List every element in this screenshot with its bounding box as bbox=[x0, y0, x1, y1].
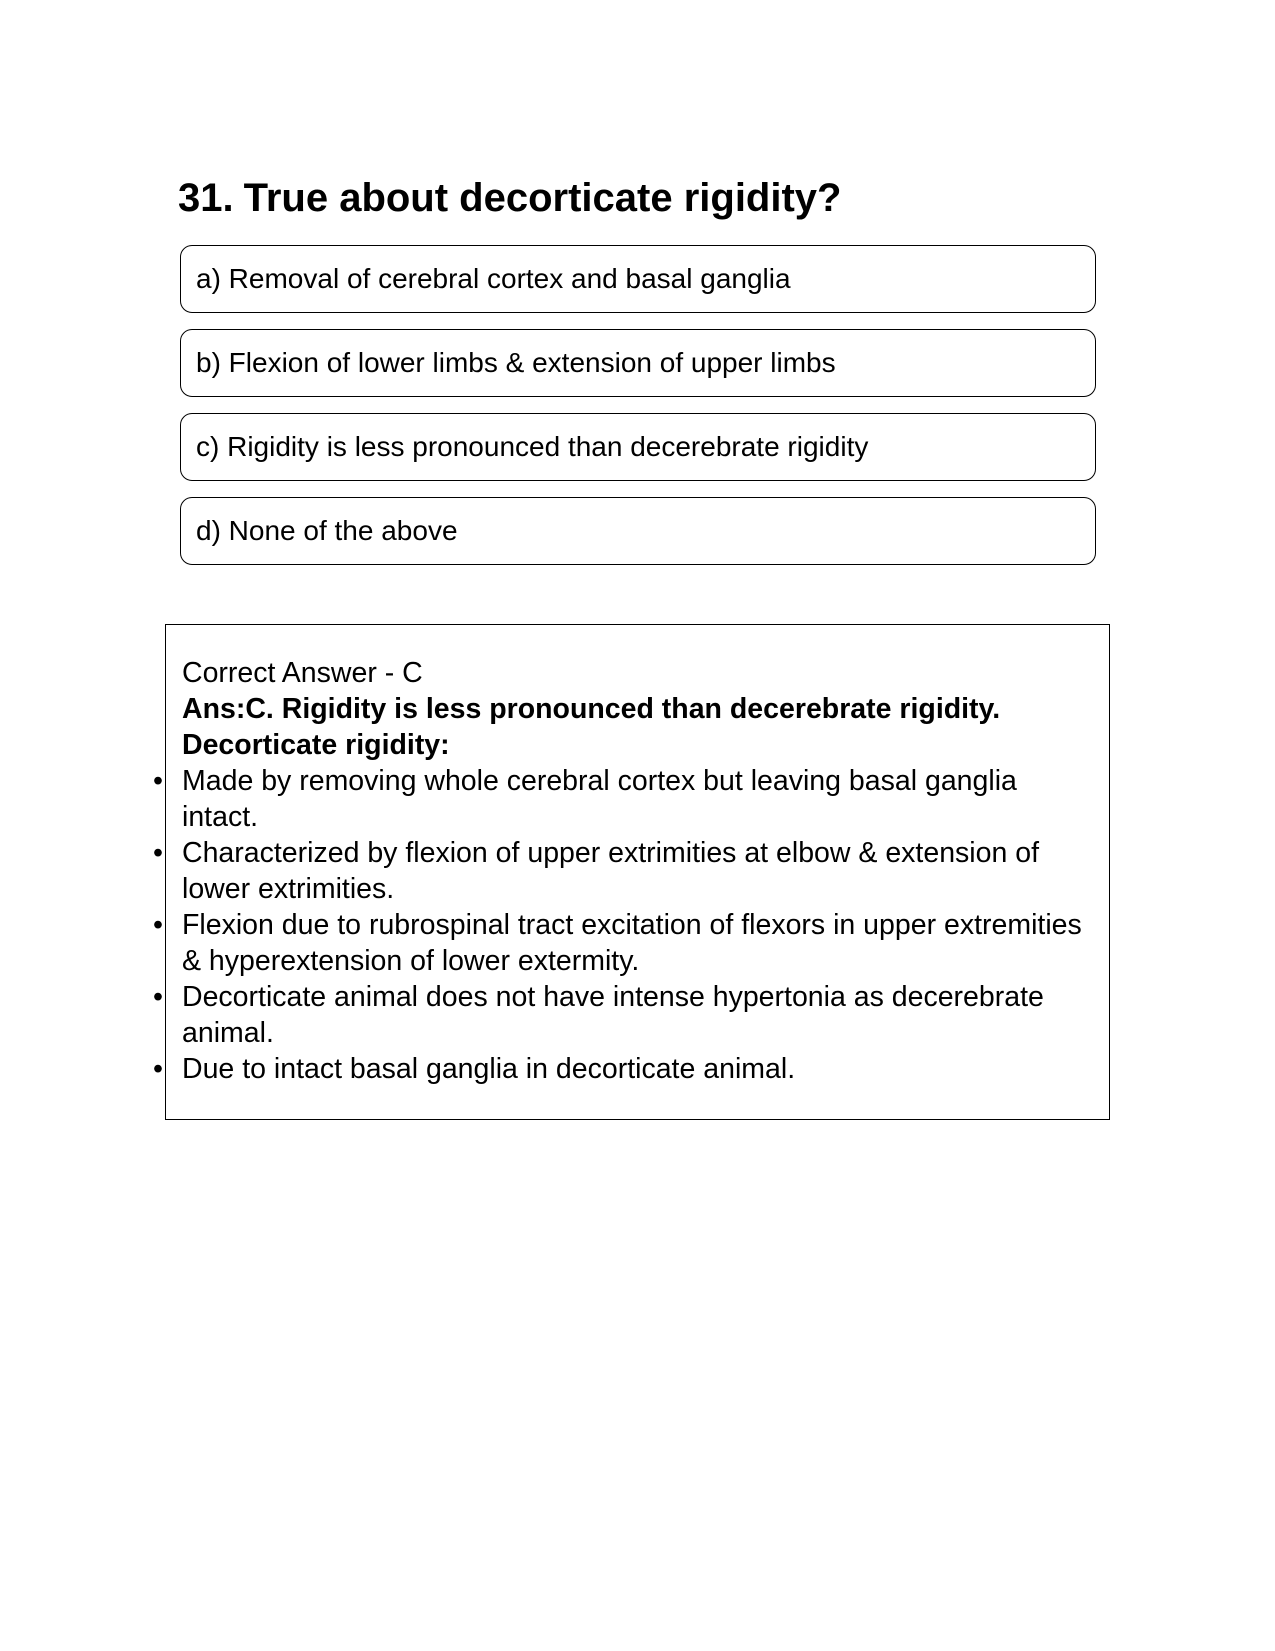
answer-content bbox=[153, 655, 1097, 1087]
option-d-label: d) None of the above bbox=[196, 515, 458, 546]
option-a-label: a) Removal of cerebral cortex and basal ganglia bbox=[196, 263, 791, 294]
option-c[interactable] bbox=[180, 413, 1096, 481]
explanation-points bbox=[153, 763, 1097, 1087]
explanation-heading: Decorticate rigidity: bbox=[182, 729, 450, 761]
bullet-icon: • bbox=[153, 765, 163, 797]
bullet-icon: • bbox=[153, 909, 163, 941]
option-b[interactable] bbox=[180, 329, 1096, 397]
answer-explanation-box bbox=[153, 624, 1110, 1120]
list-item-text: Flexion due to rubrospinal tract excitation of flexors in upper extremities & hyperextension of lower extermity. bbox=[182, 909, 1082, 977]
bullet-icon: • bbox=[153, 1053, 163, 1085]
list-item bbox=[153, 979, 1097, 1051]
option-a[interactable] bbox=[180, 245, 1096, 313]
bullet-icon: • bbox=[153, 837, 163, 869]
list-item bbox=[153, 1051, 1097, 1087]
list-item-text: Made by removing whole cerebral cortex but leaving basal ganglia intact. bbox=[182, 765, 1017, 833]
list-item bbox=[153, 763, 1097, 835]
option-b-label: b) Flexion of lower limbs & extension of upper limbs bbox=[196, 347, 836, 378]
answer-summary: Ans:C. Rigidity is less pronounced than decerebrate rigidity. bbox=[182, 693, 1001, 725]
list-item-text: Due to intact basal ganglia in decorticate animal. bbox=[182, 1053, 796, 1085]
option-c-label: c) Rigidity is less pronounced than decerebrate rigidity bbox=[196, 431, 869, 462]
question-number: 31. bbox=[178, 176, 234, 220]
correct-answer-line: Correct Answer - C bbox=[182, 657, 423, 689]
question-text: True about decorticate rigidity? bbox=[243, 176, 842, 220]
bullet-icon: • bbox=[153, 981, 163, 1013]
options-list bbox=[180, 245, 1096, 581]
list-item bbox=[153, 907, 1097, 979]
list-item-text: Decorticate animal does not have intense hypertonia as decerebrate animal. bbox=[182, 981, 1044, 1049]
list-item bbox=[153, 835, 1097, 907]
question-title bbox=[178, 174, 841, 222]
option-d[interactable] bbox=[180, 497, 1096, 565]
list-item-text: Characterized by flexion of upper extrimities at elbow & extension of lower extrimities. bbox=[182, 837, 1040, 905]
